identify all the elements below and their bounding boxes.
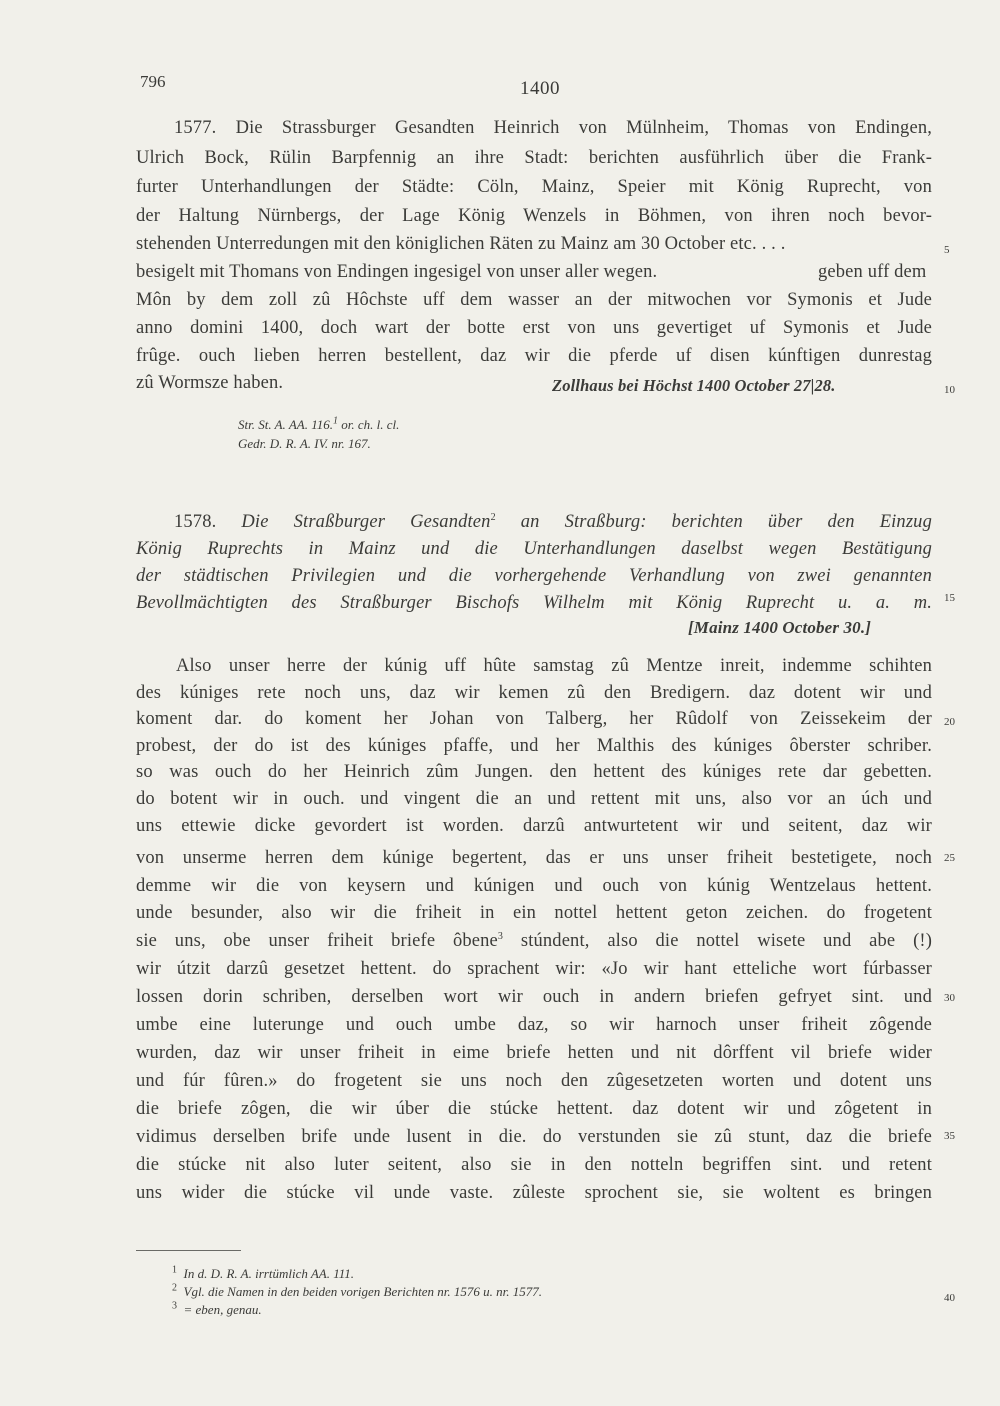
margin-line-number: 25	[944, 852, 955, 864]
doc1577-print-line: Gedr. D. R. A. IV. nr. 167.	[238, 436, 371, 451]
doc1578-text-line: unde besunder, also wir die friheit in ein nottel hettent geton zeichen. do frogetent	[136, 903, 932, 923]
doc1578-text-line: vidimus derselben brife unde lusent in die. do verstunden sie zû stunt, daz die briefe	[136, 1127, 932, 1147]
margin-line-number: 10	[944, 384, 955, 396]
doc1578-summary-line: 1578. Die Straßburger Gesandten$^2$ an Straßburg: berichten über den Einzug	[174, 511, 932, 532]
doc1578-text-line: so was ouch do her Heinrich zûm Jungen. den hettent des kúniges rete dar gebetten.	[136, 762, 932, 782]
doc1578-text-line: uns wider die stúcke vil unde vaste. zûleste sprochent sie, sie woltent es bringen	[136, 1183, 932, 1203]
doc1577-text-line: Môn by dem zoll zû Hôchste uff dem wasser an der mitwochen vor Symonis et Jude	[136, 290, 932, 310]
doc1577-text-line: geben uff dem	[818, 262, 927, 282]
margin-line-number: 30	[944, 992, 955, 1004]
doc1577-summary-line: stehenden Unterredungen mit den königlichen Räten zu Mainz am 30 October etc. . . .	[136, 234, 786, 254]
running-head-year: 1400	[520, 78, 560, 99]
doc1578-text-line: do botent wir in ouch. und vingent die an und rettent mit uns, also vor an úch und	[136, 789, 932, 809]
margin-line-number: 20	[944, 716, 955, 728]
doc1577-text-line: zû Wormsze haben.	[136, 373, 284, 393]
doc1578-summary-line: der städtischen Privilegien und die vorhergehende Verhandlung von zwei genannten	[136, 566, 932, 586]
footnote: $^3$ = eben, genau.	[172, 1300, 262, 1317]
doc1578-text-line: probest, der do ist des kúniges pfaffe, und her Malthis des kúniges ôberster schriber.	[136, 736, 932, 756]
doc1578-text-line: Also unser herre der kúnig uff hûte samstag zû Mentze inreit, indemme schihten	[176, 656, 932, 676]
doc1577-text-line: anno domini 1400, doch wart der botte erst von uns gevertiget uf Symonis et Jude	[136, 318, 932, 338]
page-number: 796	[140, 72, 166, 91]
doc1577-summary-line: der Haltung Nürnbergs, der Lage König Wenzels in Böhmen, von ihren noch bevor-	[136, 206, 932, 226]
doc1578-text-line: koment dar. do koment her Johan von Talberg, her Rûdolf von Zeissekeim der	[136, 709, 932, 729]
doc1578-text-line: wurden, daz wir unser friheit in eime briefe hetten und nit dôrffent vil briefe wider	[136, 1043, 932, 1063]
margin-line-number: 40	[944, 1292, 955, 1304]
margin-line-number: 35	[944, 1130, 955, 1142]
doc1578-text-line: demme wir die von keysern und kúnigen und ouch von kúnig Wentzelaus hettent.	[136, 876, 932, 896]
doc1578-text-line: umbe eine luterunge und ouch umbe daz, so wir harnoch unser friheit zôgende	[136, 1015, 932, 1035]
footnote: $^1$ In d. D. R. A. irrtümlich AA. 111.	[172, 1264, 355, 1281]
doc1578-text-line: und fúr fûren.» do frogetent sie uns noch den zûgesetzeten worten und dotent uns	[136, 1071, 932, 1091]
doc1578-text-line: sie uns, obe unser friheit briefe ôbene$^3$ stúndent, also die nottel wisete und abe (!)	[136, 930, 933, 951]
margin-line-number: 15	[944, 592, 955, 604]
doc1578-summary-line: Bevollmächtigten des Straßburger Bischofs Wilhelm mit König Ruprecht u. a. m.	[136, 593, 932, 613]
doc1578-number: 1578.	[174, 512, 217, 532]
doc1577-summary-line: 1577. Die Strassburger Gesandten Heinrich von Mülnheim, Thomas von Endingen,	[174, 118, 932, 138]
footnote-rule	[136, 1250, 241, 1251]
margin-line-number: 5	[944, 244, 950, 256]
doc1578-text-line: von unserme herren dem kúnige begertent, das er uns unser friheit bestetigete, noch	[136, 848, 932, 868]
doc1578-dateline: [Mainz 1400 October 30.]	[688, 618, 872, 637]
doc1578-summary-line: König Ruprechts in Mainz und die Unterhandlungen daselbst wegen Bestätigung	[136, 539, 932, 559]
doc1577-source-line: Str. St. A. AA. 116.$^1$ or. ch. l. cl.	[238, 415, 400, 432]
doc1577-summary-line: furter Unterhandlungen der Städte: Cöln, Mainz, Speier mit König Ruprecht, von	[136, 177, 932, 197]
doc1578-text-line: lossen dorin schriben, derselben wort wir ouch in andern briefen gefryet sint. und	[136, 987, 932, 1007]
doc1577-number: 1577.	[174, 118, 217, 138]
footnote: $^2$ Vgl. die Namen in den beiden vorigen Berichten nr. 1576 u. nr. 1577.	[172, 1282, 543, 1299]
doc1577-summary-line: Ulrich Bock, Rülin Barpfennig an ihre Stadt: berichten ausführlich über die Frank-	[136, 148, 932, 168]
doc1578-text-line: des kúniges rete noch uns, daz wir kemen zû den Bredigern. daz dotent wir und	[136, 683, 932, 703]
doc1577-text-line: besigelt mit Thomans von Endingen ingesigel von unser aller wegen.	[136, 262, 658, 282]
doc1578-text-line: wir útzit darzû gesetzet hettent. do sprachent wir: «Jo wir hant etteliche wort fúrbasser	[136, 959, 932, 979]
doc1578-text-line: die stúcke nit also luter seitent, also sie in den notteln begriffen sint. und retent	[136, 1155, 932, 1175]
doc1577-text-line: frûge. ouch lieben herren bestellent, daz wir die pferde uf disen kúnftigen dunrestag	[136, 346, 932, 366]
doc1578-text-line: uns ettewie dicke gevordert ist worden. darzû antwurtetent wir und seitent, daz wir	[136, 816, 932, 836]
doc1578-text-line: die briefe zôgen, die wir úber die stúcke hettent. daz dotent wir und zôgetent in	[136, 1099, 932, 1119]
doc1577-dateline: Zollhaus bei Höchst 1400 October 27|28.	[552, 376, 836, 395]
